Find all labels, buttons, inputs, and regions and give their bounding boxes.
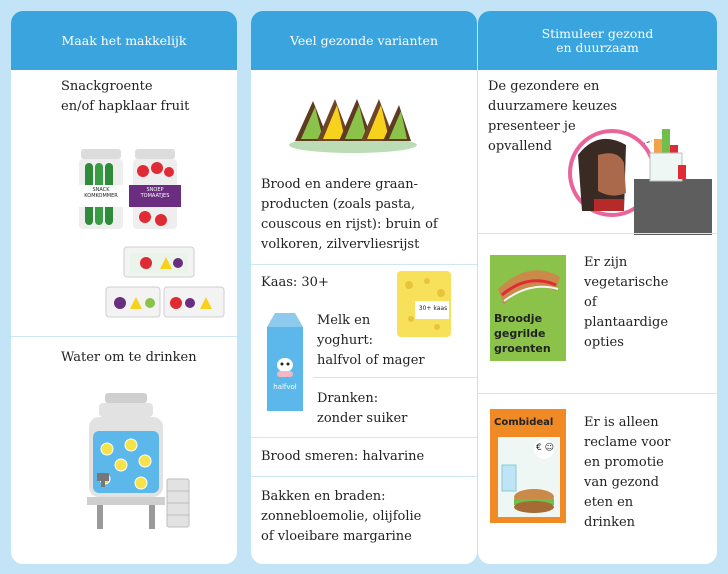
item-spread: Brood smeren: halvarine	[261, 449, 425, 464]
divider	[478, 233, 717, 234]
snack-tomato-label: SNOEP TOMAATJES	[140, 187, 170, 199]
snack-cucumber-label: SNACK KOMKOMMER	[84, 187, 118, 199]
card-header: Stimuleer gezond en duurzaam	[478, 11, 717, 70]
sandwiches-illustration	[287, 89, 417, 157]
item-vegetarian-options: Er zijn vegetarische of plantaardige opties	[584, 255, 669, 350]
water-dispenser-illustration	[83, 391, 223, 541]
milk-label: halfvol	[273, 383, 297, 391]
item-promotion: Er is alleen reclame voor en promotie van gezond eten en drinken	[584, 415, 671, 530]
item-cheese: Kaas: 30+	[261, 275, 329, 290]
item-drinks: Dranken: zonder suiker	[317, 391, 408, 426]
card-healthy-variants	[251, 11, 477, 564]
poster-label: Broodje gegrilde groenten	[494, 312, 551, 355]
divider	[251, 264, 477, 265]
item-cooking-oil: Bakken en braden: zonnebloemolie, olijfolie of vloeibare margarine	[261, 489, 422, 544]
card-stimulate-healthy	[478, 11, 717, 564]
divider	[11, 336, 237, 337]
divider	[251, 476, 477, 477]
card-header: Veel gezonde varianten	[251, 11, 477, 70]
item-present-choices: De gezondere en duurzamere keuzes presenteer je opvallend	[488, 79, 618, 154]
item-snack-vegetables: Snackgroente en/of hapklaar fruit	[61, 79, 190, 114]
combideal-label: Combideal	[494, 417, 554, 428]
price-badge: € ☺	[536, 443, 554, 453]
item-bread: Brood en andere graan- producten (zoals pasta, couscous en rijst): bruin of volkoren, zilvervliesrijst	[261, 177, 438, 252]
person-looking-illustration	[568, 115, 717, 235]
divider	[313, 377, 477, 378]
item-milk: Melk en yoghurt: halfvol of mager	[317, 313, 425, 368]
cheese-label: 30+ kaas	[418, 305, 448, 312]
fruit-boxes-illustration	[106, 245, 226, 327]
card-header: Maak het makkelijk	[11, 11, 237, 70]
divider	[251, 437, 477, 438]
card-make-it-easy	[11, 11, 237, 564]
divider	[478, 393, 717, 394]
item-water: Water om te drinken	[61, 350, 197, 365]
milk-carton-illustration	[263, 313, 307, 413]
